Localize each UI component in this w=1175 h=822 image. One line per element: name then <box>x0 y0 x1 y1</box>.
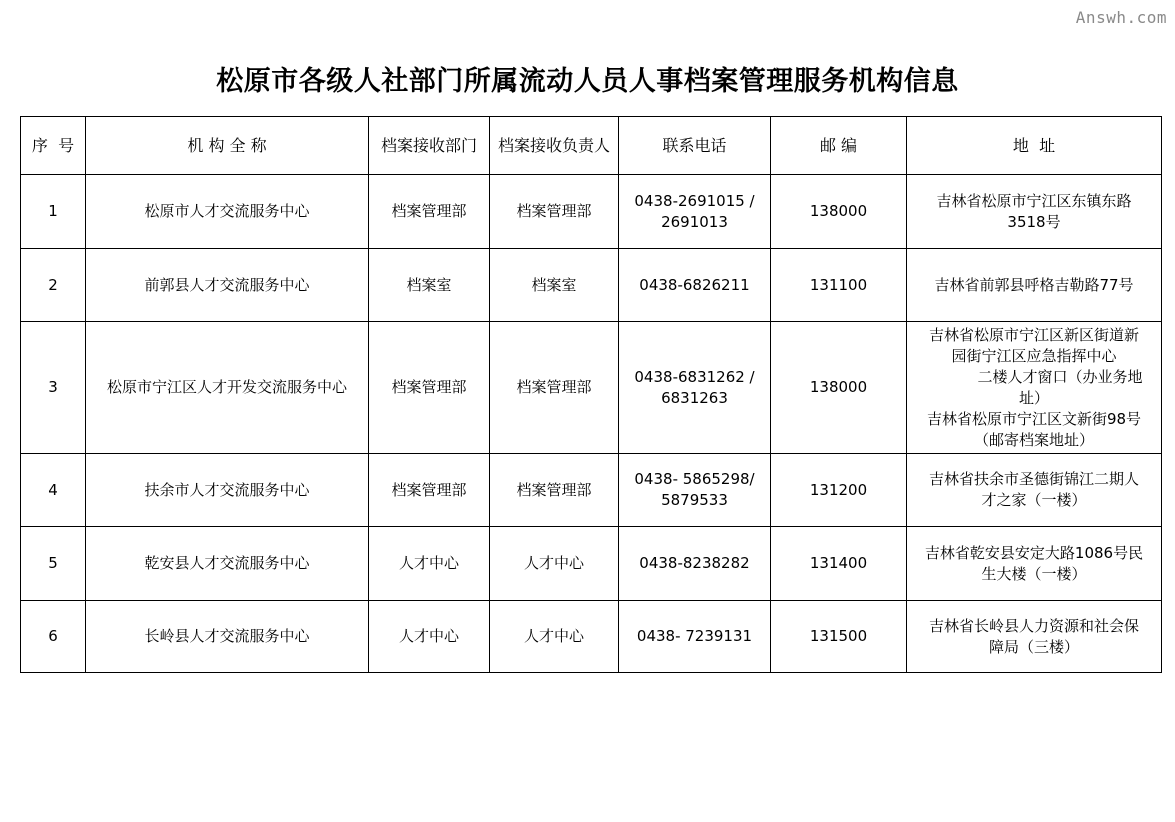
cell-person: 人才中心 <box>490 527 619 601</box>
cell-dept: 人才中心 <box>369 601 490 673</box>
header-dept: 档案接收部门 <box>369 117 490 175</box>
cell-org: 前郭县人才交流服务中心 <box>86 249 369 322</box>
cell-person: 档案管理部 <box>490 454 619 527</box>
cell-addr <box>907 322 1162 454</box>
cell-addr <box>907 175 1162 249</box>
cell-addr <box>907 601 1162 673</box>
cell-addr <box>907 249 1162 322</box>
cell-zip: 131400 <box>771 527 907 601</box>
cell-phone <box>619 249 771 322</box>
addr-line: 吉林省松原市宁江区新区街道新 <box>928 325 1139 344</box>
cell-phone <box>619 322 771 454</box>
header-zip: 邮 编 <box>771 117 907 175</box>
cell-org: 乾安县人才交流服务中心 <box>86 527 369 601</box>
cell-phone <box>619 175 771 249</box>
cell-zip: 138000 <box>771 322 907 454</box>
addr-line: 障局（三楼） <box>988 637 1079 656</box>
page-title: 松原市各级人社部门所属流动人员人事档案管理服务机构信息 <box>216 66 959 97</box>
cell-seq: 2 <box>21 249 86 322</box>
cell-zip: 131100 <box>771 249 907 322</box>
cell-phone <box>619 527 771 601</box>
table-row <box>21 527 1162 601</box>
cell-phone <box>619 454 771 527</box>
addr-line: 吉林省松原市宁江区文新街98号 <box>926 409 1142 428</box>
header-org: 机 构 全 称 <box>86 117 369 175</box>
addr-line: 二楼人才窗口（办业务地 <box>977 367 1143 386</box>
cell-org: 扶余市人才交流服务中心 <box>86 454 369 527</box>
phone-line: 0438- 7239131 <box>636 627 753 645</box>
addr-line: 吉林省前郭县呼格吉勒路77号 <box>934 275 1134 294</box>
addr-line: 3518号 <box>1007 212 1061 231</box>
addr-line: 生大楼（一楼） <box>981 564 1087 583</box>
cell-dept: 档案管理部 <box>369 454 490 527</box>
cell-person: 档案管理部 <box>490 322 619 454</box>
cell-seq: 6 <box>21 601 86 673</box>
addr-line: 吉林省乾安县安定大路1086号民 <box>924 543 1144 562</box>
phone-line: 5879533 <box>661 491 728 509</box>
cell-seq: 3 <box>21 322 86 454</box>
cell-addr <box>907 454 1162 527</box>
cell-phone <box>619 601 771 673</box>
header-addr: 地 址 <box>907 117 1162 175</box>
institution-table <box>20 116 1162 673</box>
addr-line: 吉林省扶余市圣德街锦江二期人 <box>928 470 1139 488</box>
table-row <box>21 322 1162 454</box>
phone-line: 2691013 <box>661 212 728 231</box>
phone-line: 0438-6831262 / <box>634 367 755 386</box>
header-row <box>21 117 1162 175</box>
cell-zip: 131200 <box>771 454 907 527</box>
cell-person: 档案室 <box>490 249 619 322</box>
cell-dept: 档案管理部 <box>369 175 490 249</box>
cell-org: 松原市人才交流服务中心 <box>86 175 369 249</box>
watermark: Answh.com <box>1075 8 1167 27</box>
phone-line: 0438-6826211 <box>639 275 750 294</box>
table-row <box>21 601 1162 673</box>
addr-line: 吉林省松原市宁江区东镇东路 <box>936 191 1132 210</box>
cell-addr <box>907 527 1162 601</box>
cell-seq: 4 <box>21 454 86 527</box>
addr-line: 址） <box>1018 388 1049 407</box>
cell-zip: 138000 <box>771 175 907 249</box>
table-row <box>21 249 1162 322</box>
cell-org: 长岭县人才交流服务中心 <box>86 601 369 673</box>
phone-line: 0438-8238282 <box>639 554 750 572</box>
phone-line: 0438- 5865298/ <box>634 470 755 488</box>
phone-line: 0438-2691015 / <box>634 191 755 210</box>
header-phone: 联系电话 <box>619 117 771 175</box>
cell-seq: 5 <box>21 527 86 601</box>
cell-dept: 人才中心 <box>369 527 490 601</box>
cell-seq: 1 <box>21 175 86 249</box>
table-row <box>21 175 1162 249</box>
cell-zip: 131500 <box>771 601 907 673</box>
header-seq: 序 号 <box>21 117 86 175</box>
addr-line: 园街宁江区应急指挥中心 <box>951 346 1117 365</box>
phone-line: 6831263 <box>661 388 728 407</box>
cell-person: 档案管理部 <box>490 175 619 249</box>
addr-line: 才之家（一楼） <box>981 491 1087 509</box>
table-row <box>21 454 1162 527</box>
header-person: 档案接收负责人 <box>490 117 619 175</box>
addr-line: 吉林省长岭县人力资源和社会保 <box>928 616 1139 635</box>
cell-dept: 档案室 <box>369 249 490 322</box>
cell-org: 松原市宁江区人才开发交流服务中心 <box>86 322 369 454</box>
cell-person: 人才中心 <box>490 601 619 673</box>
cell-dept: 档案管理部 <box>369 322 490 454</box>
addr-line: （邮寄档案地址） <box>973 430 1094 449</box>
